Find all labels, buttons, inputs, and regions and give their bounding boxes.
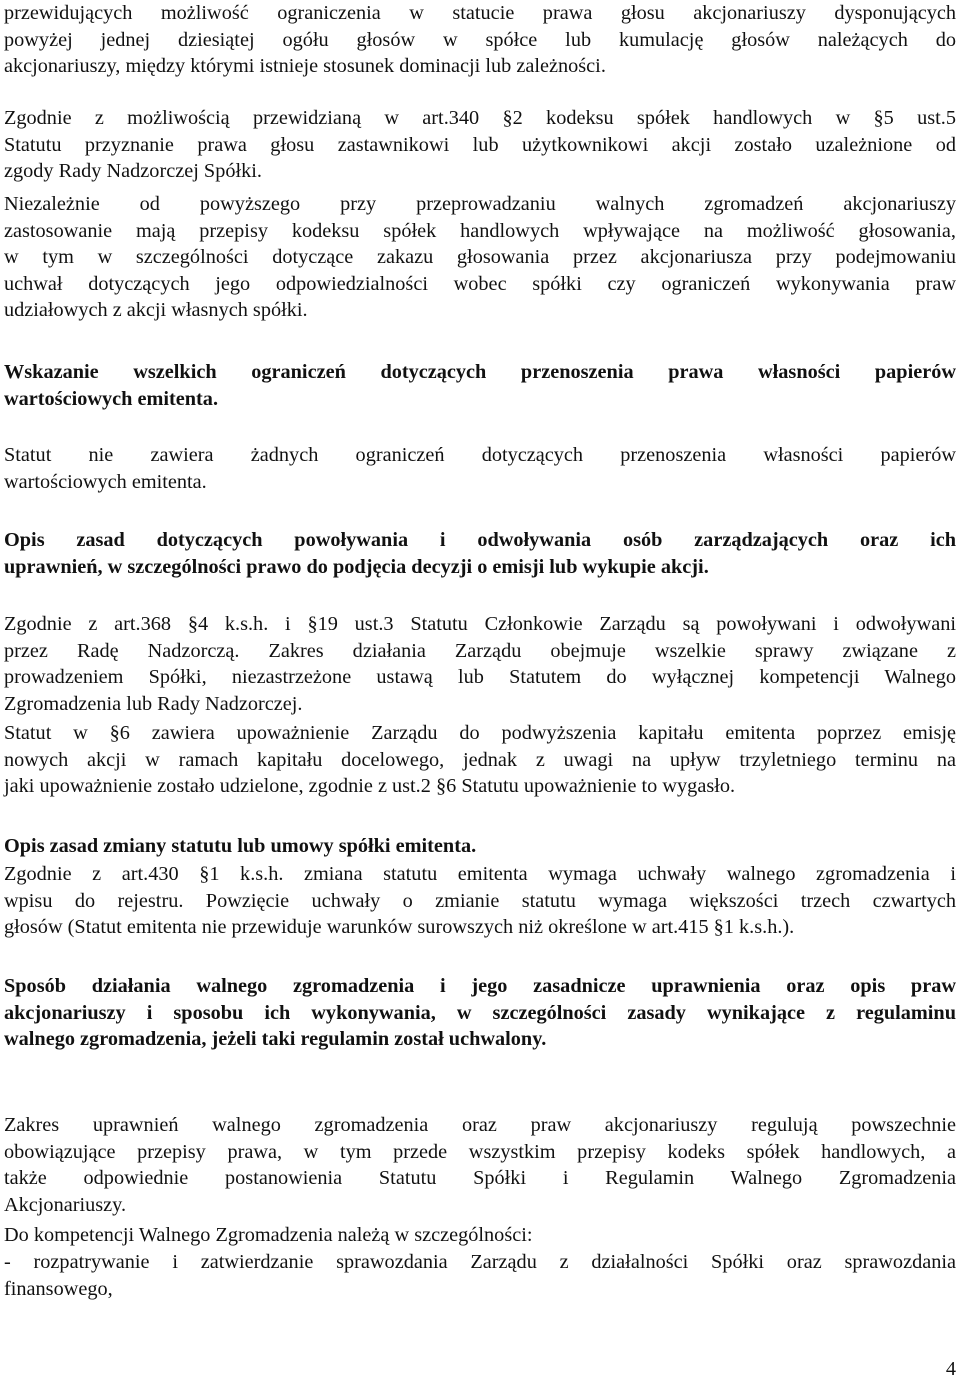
text-line: głosów (Statut emitenta nie przewiduje warunków surowszych niż określone w art.415 §1 k.s.h.). (4, 916, 795, 938)
text-line: przez Radę Nadzorczą. Zakres działania Zarządu obejmuje wszelkie sprawy związane z (4, 639, 956, 662)
paragraph-meeting-powers (4, 1112, 956, 1218)
text-line: Zgodnie z art.368 §4 k.s.h. i §19 ust.3 Statutu Członkowie Zarządu są powoływani i odwoływani (4, 613, 956, 635)
text-line: nowych akcji w ramach kapitału docelowego, jednak z uwagi na upływ trzyletniego terminu na (4, 748, 956, 771)
paragraph-ksh-provisions (4, 191, 956, 324)
text-line: wartościowych emitenta. (4, 470, 207, 493)
heading-line: Wskazanie wszelkich ograniczeń dotyczących przenoszenia prawa własności papierów (4, 361, 956, 383)
text-line: uchwał dotyczących jego odpowiedzialności wobec spółki czy ograniczeń wykonywania praw (4, 272, 956, 295)
paragraph-no-restrictions (4, 442, 956, 495)
heading-line: wartościowych emitenta. (4, 387, 219, 410)
heading-line: akcjonariuszy i sposobu ich wykonywania, w szczególności zasady wynikające z regulaminu (4, 1001, 956, 1024)
list-item-report-approval (4, 1249, 956, 1302)
paragraph-voting-limits (4, 0, 956, 80)
text-line: akcjonariuszy, między którymi istnieje stosunek dominacji lub zależności. (4, 55, 606, 77)
text-line: Do kompetencji Walnego Zgromadzenia należą w szczególności: (4, 1224, 533, 1246)
text-line: - rozpatrywanie i zatwierdzanie sprawozdania Zarządu z działalności Spółki oraz sprawozdania (4, 1251, 956, 1273)
paragraph-amendment-rules (4, 861, 956, 941)
heading-line: Opis zasad dotyczących powoływania i odwoływania osób zarządzających oraz ich (4, 529, 956, 551)
text-line: zgody Rady Nadzorczej Spółki. (4, 160, 262, 182)
section-heading-transfer-restrictions (4, 359, 956, 412)
text-line: prowadzeniem Spółki, niezastrzeżone ustawą lub Statutem do wyłącznej kompetencji Walnego (4, 666, 956, 688)
heading-line: Opis zasad zmiany statutu lub umowy spółki emitenta. (4, 835, 477, 857)
heading-line: walnego zgromadzenia, jeżeli taki regulamin został uchwalony. (4, 1028, 547, 1050)
text-line: Zgromadzenia lub Rady Nadzorczej. (4, 692, 303, 715)
text-line: Zakres uprawnień walnego zgromadzenia oraz praw akcjonariuszy regulują powszechnie (4, 1114, 956, 1136)
text-line: Zgodnie z możliwością przewidzianą w art.340 §2 kodeksu spółek handlowych w §5 ust.5 (4, 107, 956, 129)
paragraph-meeting-competences (4, 1222, 956, 1249)
text-line: finansowego, (4, 1277, 113, 1300)
text-line: zastosowanie mają przepisy kodeksu spółek handlowych wpływające na możliwość głosowania, (4, 219, 956, 242)
text-line: obowiązujące przepisy prawa, w tym przede wszystkim przepisy kodeks spółek handlowych, a (4, 1140, 956, 1163)
section-heading-management-appointment (4, 527, 956, 580)
text-line: wpisu do rejestru. Powzięcie uchwały o zmianie statutu wymaga większości trzech czwartych (4, 889, 956, 912)
text-line: także odpowiednie postanowienia Statutu Spółki i Regulamin Walnego Zgromadzenia (4, 1167, 956, 1189)
heading-line: uprawnień, w szczególności prawo do podjęcia decyzji o emisji lub wykupie akcji. (4, 555, 709, 578)
text-line: Zgodnie z art.430 §1 k.s.h. zmiana statutu emitenta wymaga uchwały walnego zgromadzenia i (4, 863, 956, 885)
paragraph-authorized-capital (4, 720, 956, 800)
text-line: udziałowych z akcji własnych spółki. (4, 299, 308, 321)
text-line: Akcjonariuszy. (4, 1193, 127, 1216)
text-line: w tym w szczególności dotyczące zakazu głosowania przez akcjonariusza przy podejmowaniu (4, 246, 956, 268)
text-line: Statutu przyznanie prawa głosu zastawnikowi lub użytkownikowi akcji zostało uzależnione od (4, 133, 956, 156)
paragraph-board-appointment (4, 611, 956, 717)
paragraph-pledgee-voting (4, 105, 956, 185)
text-line: Niezależnie od powyższego przy przeprowadzaniu walnych zgromadzeń akcjonariuszy (4, 193, 956, 215)
heading-line: Sposób działania walnego zgromadzenia i jego zasadnicze uprawnienia oraz opis praw (4, 975, 956, 997)
text-line: jaki upoważnienie zostało udzielone, zgodnie z ust.2 §6 Statutu upoważnienie to wygasło. (4, 775, 736, 797)
text-line: Statut w §6 zawiera upoważnienie Zarządu do podwyższenia kapitału emitenta poprzez emisję (4, 722, 956, 744)
text-line: powyżej jednej dziesiątej ogółu głosów w spółce lub kumulację głosów należących do (4, 28, 956, 51)
section-heading-statute-amendment (4, 833, 956, 860)
text-line: Statut nie zawiera żadnych ograniczeń dotyczących przenoszenia własności papierów (4, 444, 956, 466)
text-line: przewidujących możliwość ograniczenia w statucie prawa głosu akcjonariuszy dysponujących (4, 2, 956, 24)
page-number: 4 (945, 1358, 956, 1380)
section-heading-general-meeting (4, 973, 956, 1053)
